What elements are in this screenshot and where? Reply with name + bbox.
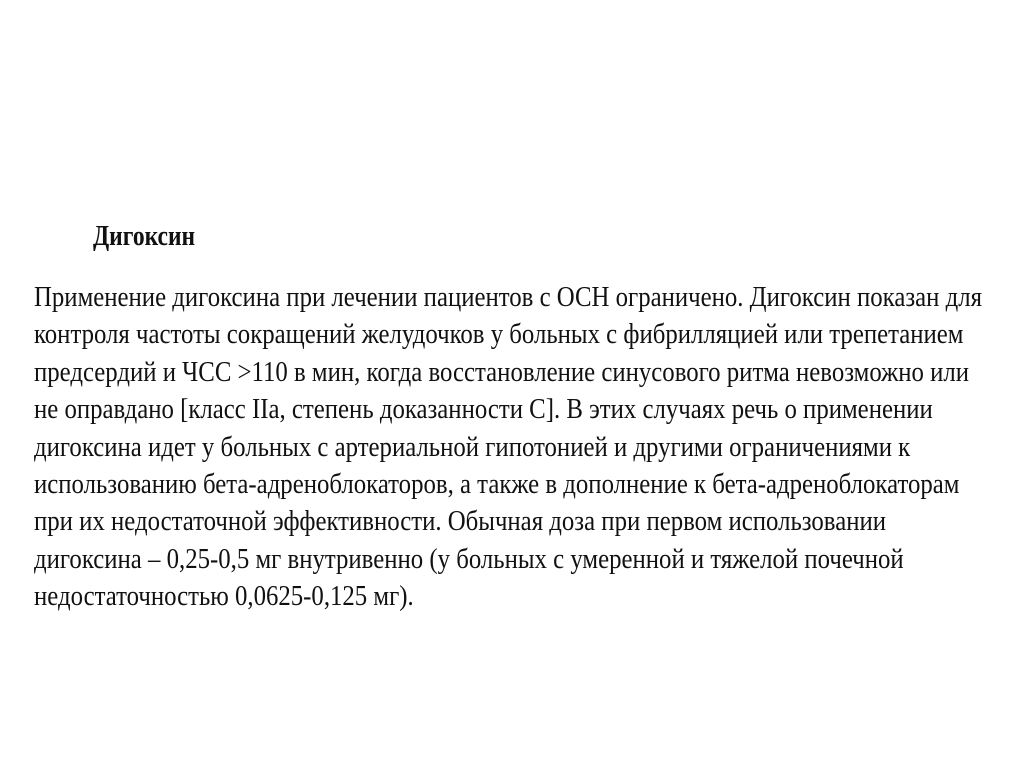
paragraph-line: дигоксина идет у больных с артериальной гипотонией и другими ограничениями к <box>34 430 911 463</box>
paragraph-line: дигоксина – 0,25-0,5 мг внутривенно (у больных с умеренной и тяжелой почечной <box>34 542 904 575</box>
paragraph-line: использованию бета-адреноблокаторов, а также в дополнение к бета-адреноблокаторам <box>34 468 960 501</box>
paragraph-line: недостаточностью 0,0625-0,125 мг). <box>34 580 414 613</box>
section-heading: Дигоксин <box>93 221 196 252</box>
paragraph-line: контроля частоты сокращений желудочков у больных с фибрилляцией или трепетанием <box>34 318 964 351</box>
body-paragraph <box>34 279 982 616</box>
paragraph-line: предсердий и ЧСС >110 в мин, когда восстановление синусового ритма невозможно или <box>34 355 970 388</box>
paragraph-line: Применение дигоксина при лечении пациентов с ОСН ограничено. Дигоксин показан для <box>34 281 982 313</box>
paragraph-line: при их недостаточной эффективности. Обычная доза при первом использовании <box>34 505 887 538</box>
paragraph-line: не оправдано [класс IIa, степень доказанности C]. В этих случаях речь о применении <box>34 393 933 426</box>
